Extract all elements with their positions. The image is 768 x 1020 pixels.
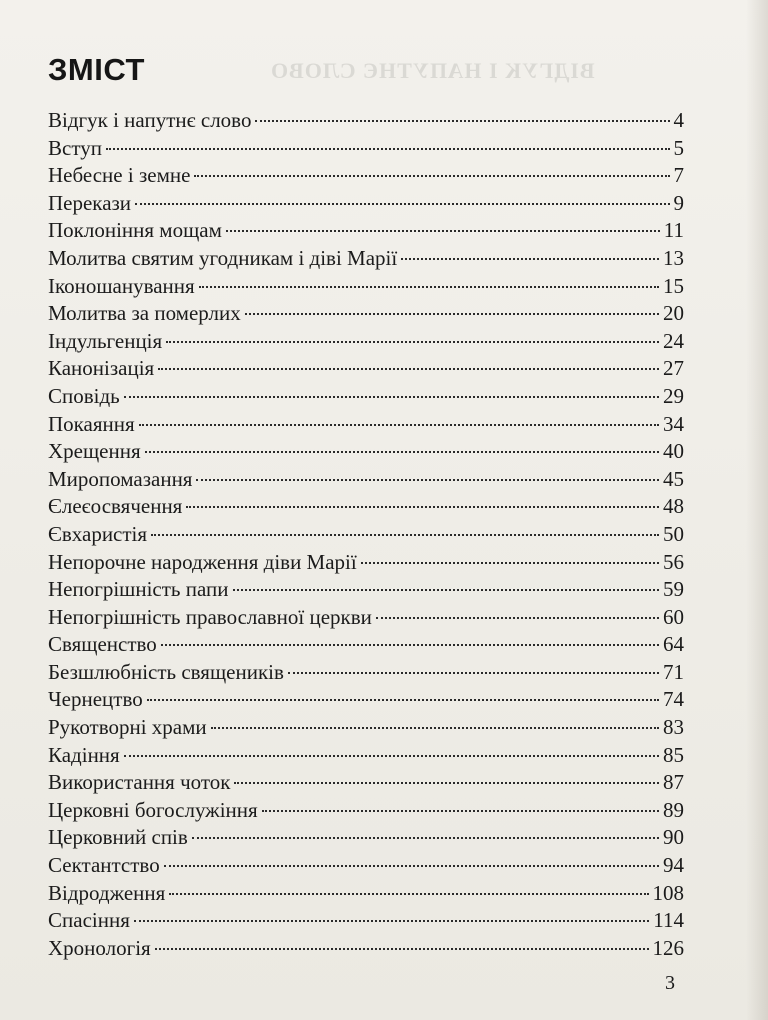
toc-entry-page: 90 (663, 825, 684, 850)
toc-entry-label: Поклоніння мощам (48, 218, 222, 243)
dot-leader (169, 893, 648, 895)
toc-entry-page: 83 (663, 715, 684, 740)
toc-entry-label: Хрещення (48, 439, 141, 464)
toc-entry-label: Індульгенція (48, 328, 163, 353)
toc-entry-page: 48 (663, 494, 684, 519)
page-number: 3 (665, 972, 675, 994)
toc-entry (48, 660, 684, 688)
toc-entry-label: Вступ (48, 135, 102, 160)
toc-entry (48, 384, 684, 412)
dot-leader (194, 175, 669, 177)
toc-entry-page: 11 (663, 218, 684, 243)
dot-leader (186, 506, 659, 508)
dot-leader (139, 424, 659, 426)
toc-entry (48, 881, 684, 909)
dot-leader (262, 810, 659, 812)
toc-entry (48, 908, 684, 936)
toc-entry (48, 715, 684, 743)
toc-entry (48, 853, 684, 881)
dot-leader (234, 782, 659, 784)
toc-entry-page: 94 (663, 853, 684, 878)
toc-entry-label: Непогрішність папи (48, 577, 229, 602)
table-of-contents (48, 108, 684, 963)
toc-entry-page: 64 (663, 632, 684, 657)
toc-entry-page: 34 (663, 411, 684, 436)
toc-entry-page: 40 (663, 439, 684, 464)
dot-leader (376, 617, 659, 619)
dot-leader (147, 699, 659, 701)
toc-entry-label: Відгук і напутнє слово (48, 108, 252, 132)
toc-entry (48, 301, 684, 329)
toc-entry-label: Непогрішність православної церкви (48, 604, 372, 629)
toc-entry-page: 56 (663, 549, 684, 574)
dot-leader (158, 368, 659, 370)
toc-entry-label: Євхаристія (48, 521, 148, 546)
toc-entry (48, 494, 684, 522)
toc-entry-label: Рукотворні храми (48, 715, 207, 740)
toc-entry-label: Кадіння (48, 742, 120, 767)
toc-entry-label: Сектантство (48, 853, 160, 878)
toc-entry-label: Безшлюбність священиків (48, 659, 284, 684)
toc-entry-page: 71 (663, 659, 684, 684)
toc-entry-page: 4 (673, 108, 684, 132)
toc-entry (48, 605, 684, 633)
toc-entry-label: Покаяння (48, 411, 135, 436)
toc-entry-page: 74 (663, 687, 684, 712)
toc-entry (48, 632, 684, 660)
toc-entry-page: 24 (663, 328, 684, 353)
dot-leader (245, 313, 659, 315)
toc-entry-label: Церковний спів (48, 825, 188, 850)
toc-entry-label: Перекази (48, 190, 132, 215)
page-edge-shadow (746, 0, 768, 1020)
toc-entry-page: 85 (663, 742, 684, 767)
toc-entry (48, 356, 684, 384)
toc-entry-label: Непорочне народження діви Марії (48, 549, 357, 574)
dot-leader (155, 948, 649, 950)
toc-entry-label: Хронологія (48, 935, 151, 960)
toc-entry (48, 163, 684, 191)
toc-entry-page: 45 (663, 466, 684, 491)
toc-entry (48, 274, 684, 302)
toc-entry-label: Церковні богослужіння (48, 797, 258, 822)
dot-leader (196, 479, 659, 481)
toc-entry (48, 218, 684, 246)
toc-entry (48, 770, 684, 798)
toc-entry-page: 50 (663, 521, 684, 546)
page-title: ЗМІСТ (48, 52, 145, 87)
dot-leader (145, 451, 659, 453)
dot-leader (192, 837, 659, 839)
toc-entry-label: Молитва святим угодникам і діві Марії (48, 245, 398, 270)
toc-entry (48, 743, 684, 771)
toc-entry-page: 27 (663, 356, 684, 381)
toc-entry-label: Іконошанування (48, 273, 195, 298)
toc-entry-page: 59 (663, 577, 684, 602)
toc-entry-page: 87 (663, 770, 684, 795)
toc-entry-label: Небесне і земне (48, 163, 191, 188)
dot-leader (151, 534, 659, 536)
toc-entry (48, 246, 684, 274)
dot-leader (124, 755, 659, 757)
toc-entry-label: Чернецтво (48, 687, 143, 712)
toc-entry (48, 136, 684, 164)
dot-leader (401, 258, 659, 260)
toc-entry-label: Сповідь (48, 383, 120, 408)
toc-entry-page: 60 (663, 604, 684, 629)
dot-leader (124, 396, 659, 398)
toc-entry-label: Використання чоток (48, 770, 231, 795)
dot-leader (106, 148, 670, 150)
dot-leader (166, 341, 659, 343)
toc-entry (48, 687, 684, 715)
toc-entry-page: 9 (673, 190, 684, 215)
dot-leader (255, 120, 669, 122)
toc-entry (48, 798, 684, 826)
dot-leader (361, 562, 659, 564)
toc-entry-page: 126 (652, 935, 684, 960)
toc-entry (48, 577, 684, 605)
toc-entry-label: Молитва за померлих (48, 301, 241, 326)
toc-entry-page: 114 (653, 908, 684, 933)
bleed-through-heading: ВІДГУК І НАПУТНЄ СЛОВО (270, 58, 595, 83)
toc-entry-label: Канонізація (48, 356, 155, 381)
toc-entry (48, 329, 684, 357)
toc-entry-page: 15 (663, 273, 684, 298)
toc-entry (48, 412, 684, 440)
dot-leader (199, 286, 659, 288)
toc-entry-page: 7 (673, 163, 684, 188)
toc-entry (48, 550, 684, 578)
toc-entry-label: Миропомазання (48, 466, 193, 491)
toc-entry-page: 108 (652, 880, 684, 905)
dot-leader (233, 589, 660, 591)
dot-leader (288, 672, 659, 674)
dot-leader (161, 644, 659, 646)
toc-entry (48, 825, 684, 853)
toc-entry-label: Священство (48, 632, 157, 657)
dot-leader (134, 920, 649, 922)
toc-entry (48, 467, 684, 495)
toc-entry (48, 439, 684, 467)
toc-entry-label: Єлеєосвячення (48, 494, 183, 519)
toc-entry-page: 20 (663, 301, 684, 326)
toc-entry-page: 13 (663, 245, 684, 270)
toc-entry (48, 191, 684, 219)
toc-entry-label: Спасіння (48, 908, 130, 933)
toc-entry (48, 936, 684, 964)
dot-leader (211, 727, 659, 729)
dot-leader (164, 865, 659, 867)
dot-leader (226, 230, 660, 232)
toc-entry-label: Відродження (48, 880, 166, 905)
toc-entry (48, 108, 684, 136)
toc-entry-page: 89 (663, 797, 684, 822)
toc-entry-page: 5 (673, 135, 684, 160)
toc-entry-page: 29 (663, 383, 684, 408)
dot-leader (135, 203, 669, 205)
toc-entry (48, 522, 684, 550)
